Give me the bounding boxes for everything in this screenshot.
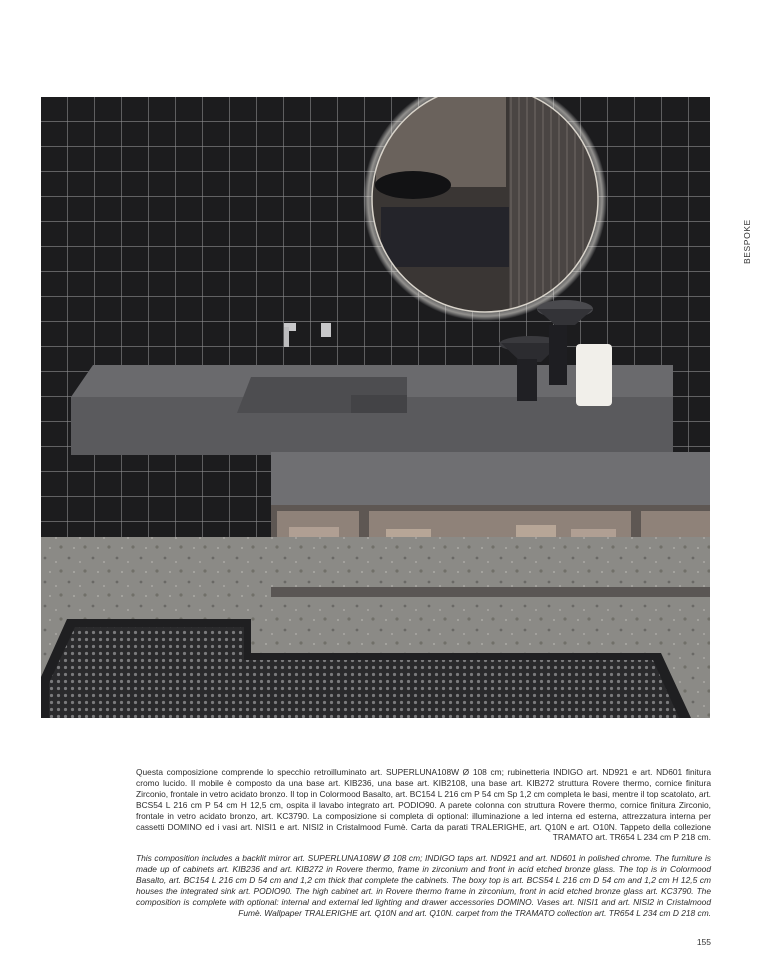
section-label: BESPOKE [742, 219, 752, 264]
bathroom-photo [41, 97, 710, 718]
caption-english: This composition includes a backlit mirror art. SUPERLUNA108W Ø 108 cm; INDIGO taps art. ND921 and art. ND601 in polished chrome. The furniture is made up of cabinets art. KIB236 and art. KIB272 in Rovere thermo, frame in zirconium and front in acid etched bronze glass. The top is in Colormood Basalto, art. BC154 L 216 cm D 54 cm and 1,2 cm thick that complete the cabinets. The boxy top is art. BCS54 L 216 cm D 54 cm and 1,2 cm H 12,5 cm houses the integrated sink art. PODIO90. The high cabinet art. in Rovere thermo frame in zirconium, front in acid etched bronze glass art. KC3790. The composition is complete with optional: internal and external led lighting and drawer accessories DOMINO. Vases art. NISI1 and art. NISI2 in Cristalmood Fumè. Wallpaper TRALERIGHE art. Q10N and art. Q10N. carpet from the TRAMATO collection art. TR654 L 234 cm D 218 cm. [136, 853, 711, 918]
page-number: 155 [696, 937, 711, 947]
caption-italian: Questa composizione comprende lo specchio retroilluminato art. SUPERLUNA108W Ø 108 cm; rubinetteria INDIGO art. ND921 e art. ND601 finitura cromo lucido. Il mobile è composto da una base art. KIB236, una base art. KIB2108, una base art. KIB272 struttura Rovere thermo, cornice finitura Zirconio, frontale in vetro acidato bronzo. Il top in Colormood Basalto, art. BC154 L 216 cm P 54 cm Sp 1,2 cm completa le basi, mentre il top scatolato, art. BCS54 L 216 cm P 54 cm H 12,5 cm, ospita il lavabo integrato art. PODIO90. A parete colonna con struttura Rovere thermo, cornice finitura Zirconio, frontale in vetro acidato bronzo, art. KC3790. La composizione si completa di optional: illuminazione a led interna ed esterna, attrezzatura interna per cassetti DOMINO ed i vasi art. NISI1 e art. NISI2 in Cristalmood Fumè. Carta da parati TRALERIGHE, art. Q10N e art. O10N. Tappeto della collezione TRAMATO art. TR654 L 234 cm P 218 cm. [136, 767, 711, 843]
